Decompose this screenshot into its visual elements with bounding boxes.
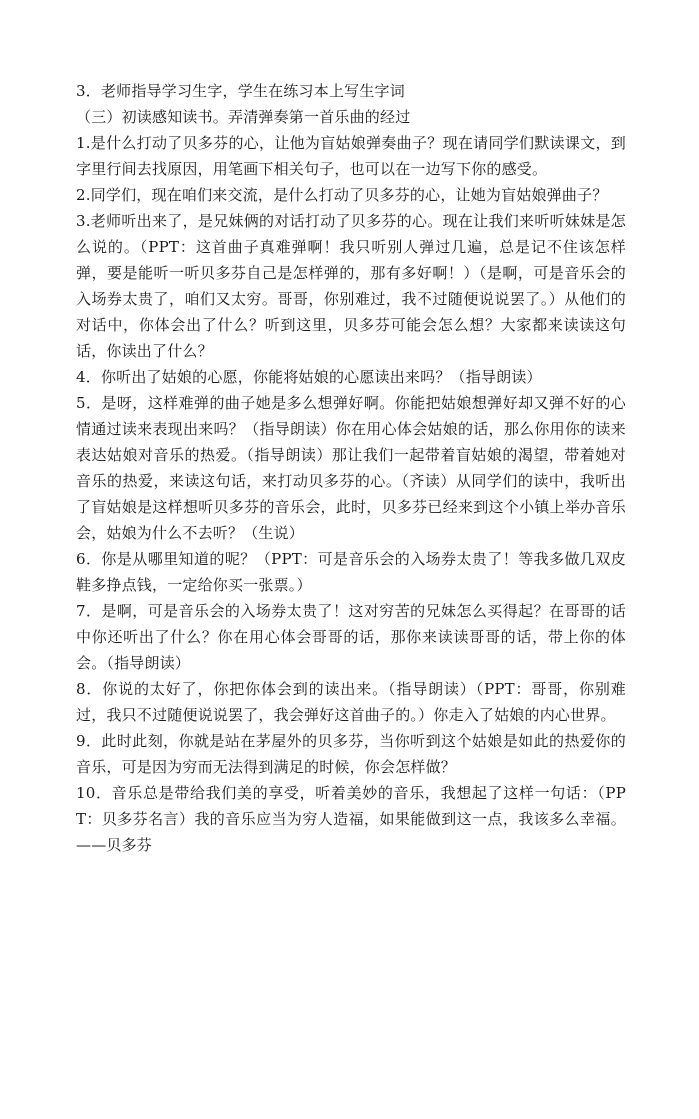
paragraph-step-3-characters: 3．老师指导学习生字，学生在练习本上写生字词 [76,82,405,100]
paragraph-question-10: 10．音乐总是带给我们美的享受，听着美妙的音乐，我想起了这样一句话：（PPT：贝多芬名言）我的音乐应当为穷人造福，如果能做到这一点，我该多么幸福。——贝多芬 [76,784,626,854]
paragraph-question-2: 2.同学们，现在咱们来交流，是什么打动了贝多芬的心，让她为盲姑娘弹曲子？ [76,186,608,204]
paragraph-question-7: 7．是啊，可是音乐会的入场券太贵了！这对穷苦的兄妹怎么买得起？在哥哥的话中你还听出了什么？你在用心体会哥哥的话，那你来读读哥哥的话，带上你的体会。（指导朗读） [76,602,626,672]
paragraph-question-8: 8．你说的太好了，你把你体会到的读出来。（指导朗读）（PPT：哥哥，你别难过，我只不过随便说说罢了，我会弹好这首曲子的。）你走入了姑娘的内心世界。 [76,680,626,724]
paragraph-question-4: 4．你听出了姑娘的心愿，你能将姑娘的心愿读出来吗？（指导朗读） [76,368,542,386]
paragraph-question-9: 9．此时此刻，你就是站在茅屋外的贝多芬，当你听到这个姑娘是如此的热爱你的音乐，可是因为穷而无法得到满足的时候，你会怎样做？ [76,732,626,776]
paragraph-question-6: 6．你是从哪里知道的呢？（PPT：可是音乐会的入场券太贵了！等我多做几双皮鞋多挣点钱，一定给你买一张票。） [76,550,626,594]
paragraph-question-1: 1.是什么打动了贝多芬的心，让他为盲姑娘弹奏曲子？现在请同学们默读课文，到字里行间去找原因，用笔画下相关句子，也可以在一边写下你的感受。 [76,134,626,178]
document-body [76,78,626,858]
section-heading-first-reading: （三）初读感知读书。弄清弹奏第一首乐曲的经过 [76,108,411,126]
paragraph-question-3: 3.老师听出来了，是兄妹俩的对话打动了贝多芬的心。现在让我们来听听妹妹是怎么说的。（PPT：这首曲子真难弹啊！我只听别人弹过几遍，总是记不住该怎样弹，要是能听一听贝多芬自己是怎样弹的，那有多好啊！）（是啊，可是音乐会的入场券太贵了，咱们又太穷。哥哥，你别难过，我不过随便说说罢了。）从他们的对话中，你体会出了什么？听到这里，贝多芬可能会怎么想？大家都来读读这句话，你读出了什么？ [76,212,626,360]
paragraph-question-5: 5．是呀，这样难弹的曲子她是多么想弹好啊。你能把姑娘想弹好却又弹不好的心情通过读来表现出来吗？（指导朗读）你在用心体会姑娘的话，那么你用你的读来表达姑娘对音乐的热爱。（指导朗读）那让我们一起带着盲姑娘的渴望，带着她对音乐的热爱，来读这句话，来打动贝多芬的心。（齐读）从同学们的读中，我听出了盲姑娘是这样想听贝多芬的音乐会，此时，贝多芬已经来到这个小镇上举办音乐会，姑娘为什么不去听？（生说） [76,394,626,542]
